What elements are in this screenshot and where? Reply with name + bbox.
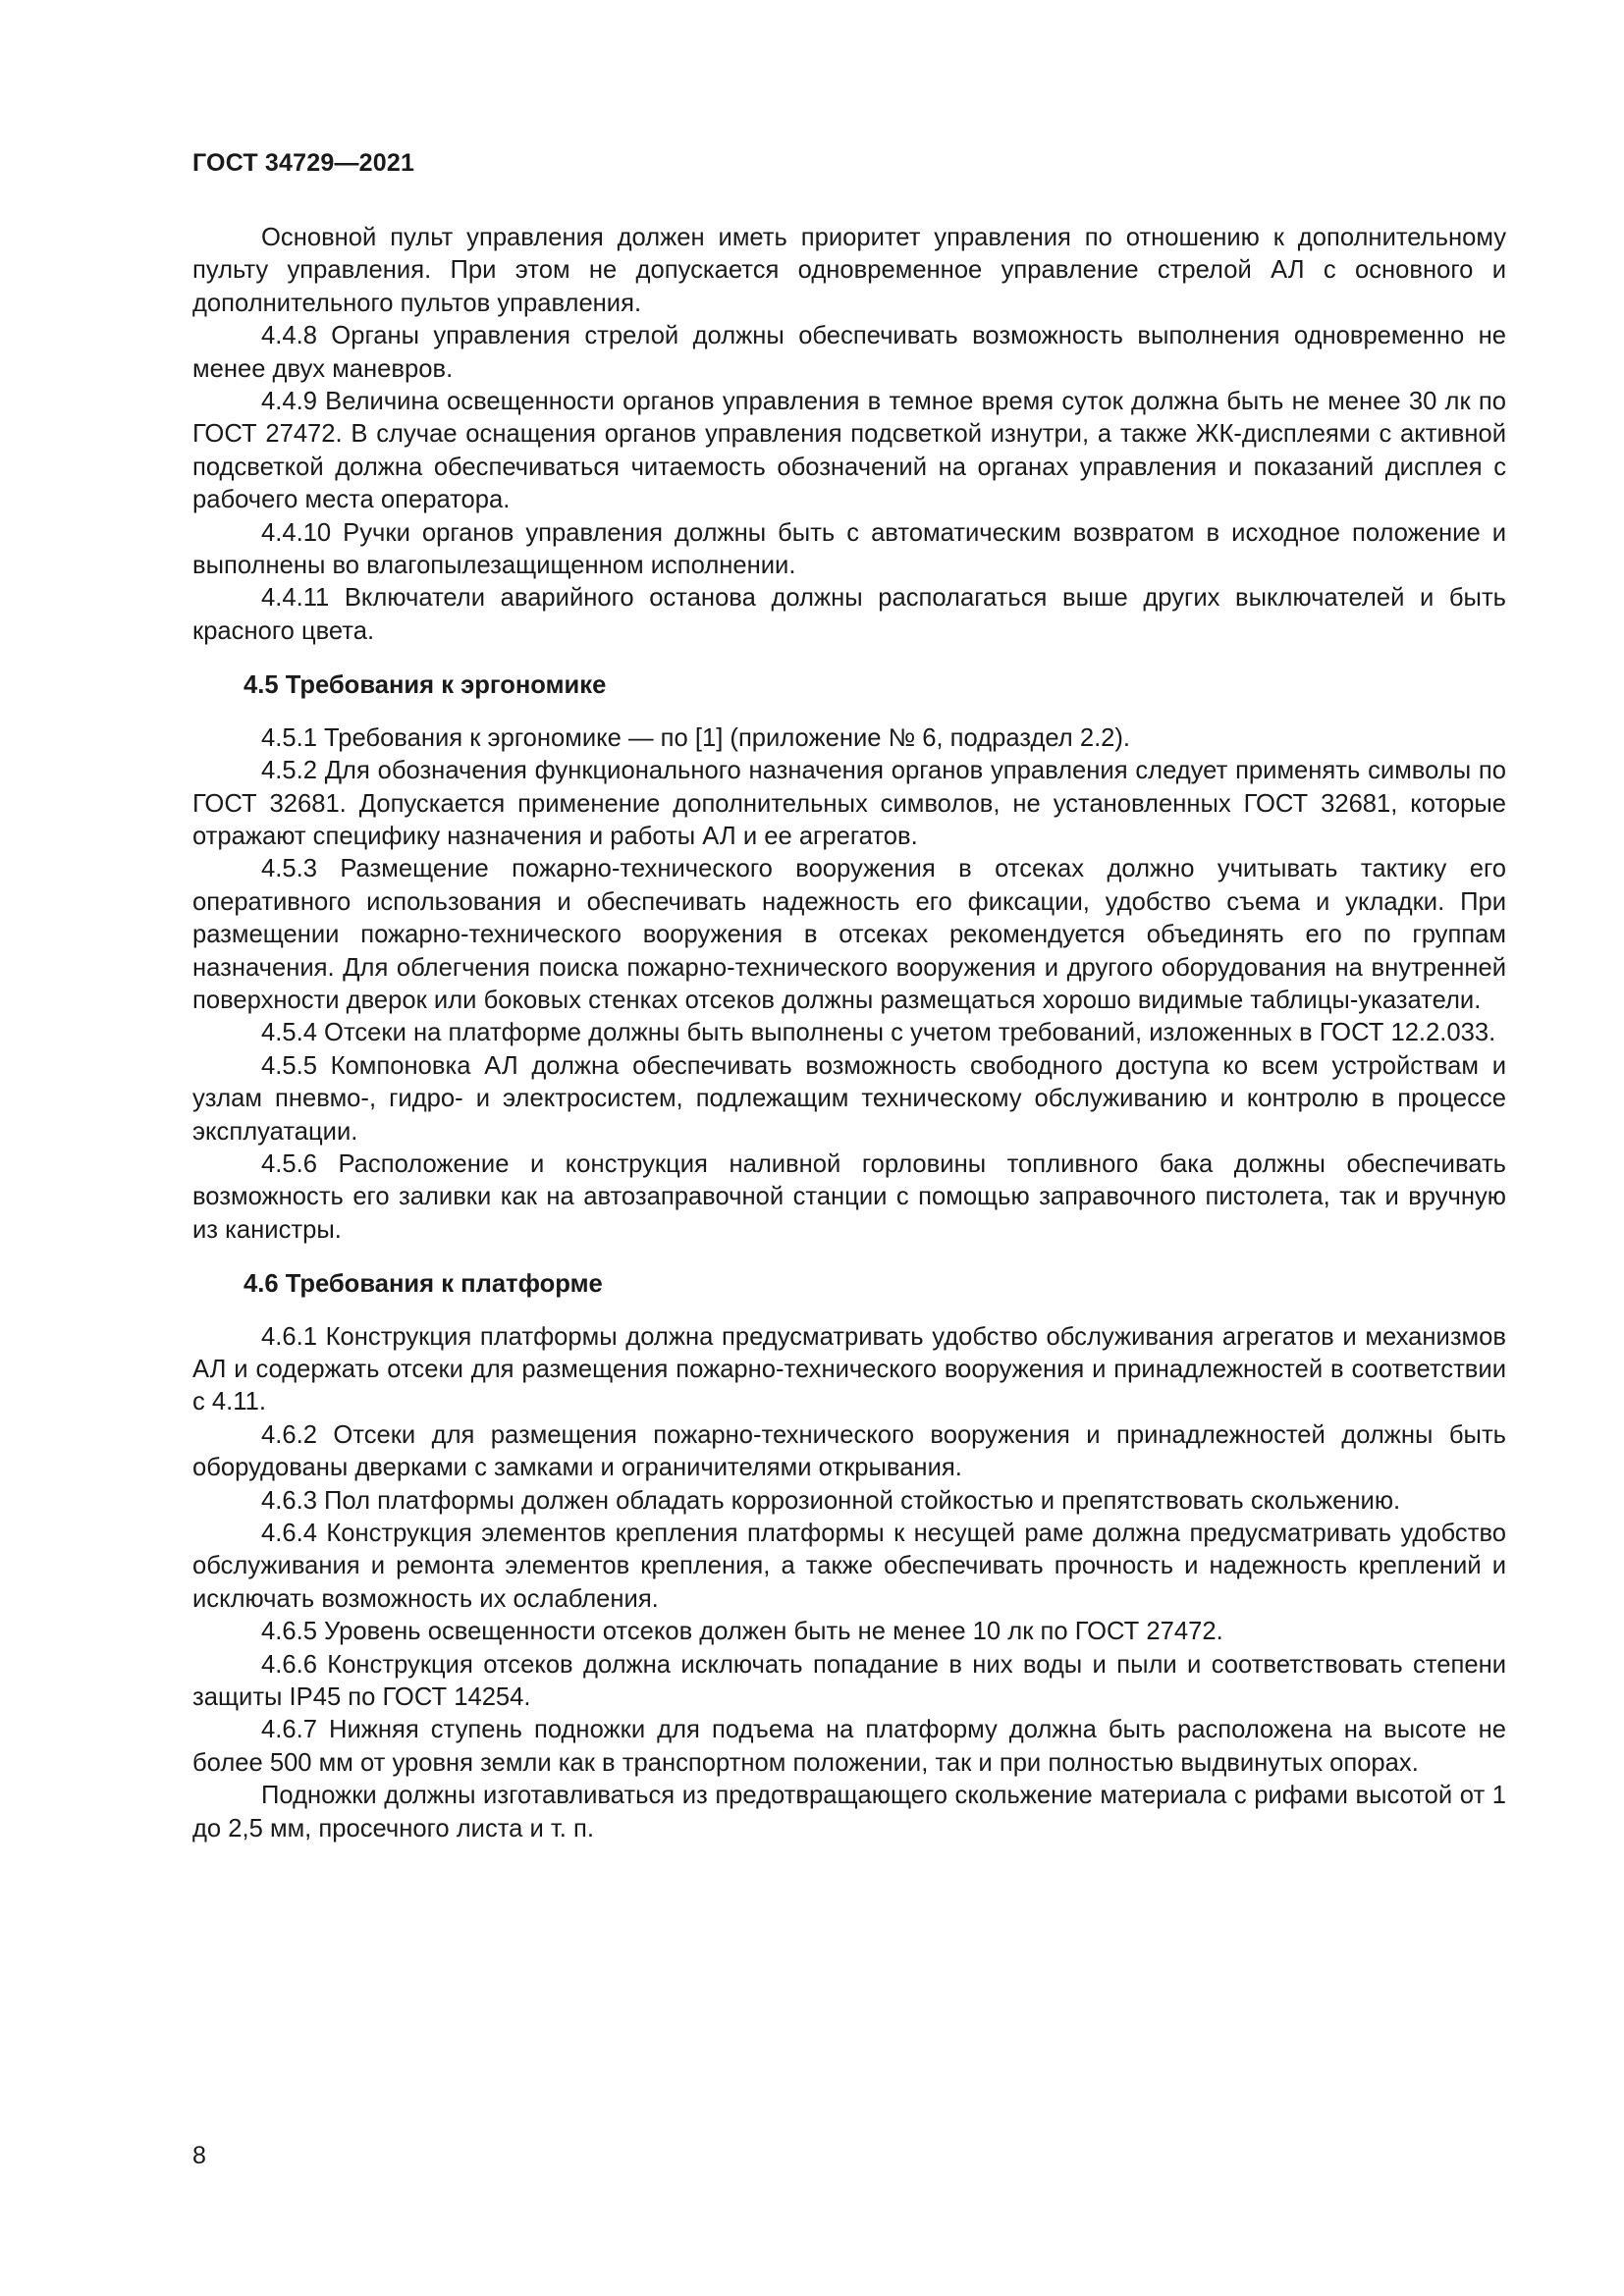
paragraph-4-5-2: 4.5.2 Для обозначения функционального назначения органов управления следует применять символы по ГОСТ 32681. Допускается применение дополнительных символов, не установленных ГОСТ 32681, которые отражают специфику назначения и работы АЛ и ее агрегатов.	[192, 757, 1506, 850]
paragraph-4-4-9: 4.4.9 Величина освещенности органов управления в темное время суток должна быть не менее 30 лк по ГОСТ 27472. В случае оснащения органов управления подсветкой изнутри, а также ЖК-дисплеями с активной подсветкой должна обеспечиваться читаемость обозначений на органах управления и показаний дисплея с рабочего места оператора.	[192, 388, 1506, 514]
paragraph-4-6-4: 4.6.4 Конструкция элементов крепления платформы к несущей раме должна предусматривать удобство обслуживания и ремонта элементов крепления, а также обеспечивать прочность и надежность креплений и исключать возможность их ослабления.	[192, 1520, 1506, 1613]
section-heading-4-6: 4.6 Требования к платформе	[244, 1270, 603, 1299]
paragraph-4-4-8: 4.4.8 Органы управления стрелой должны обеспечивать возможность выполнения одновременно не менее двух маневров.	[192, 322, 1506, 383]
document-header-id: ГОСТ 34729—2021	[192, 149, 415, 177]
paragraph-4-6-1: 4.6.1 Конструкция платформы должна предусматривать удобство обслуживания агрегатов и механизмов АЛ и содержать отсеки для размещения пожарно-технического вооружения и принадлежностей в соответствии с 4.11.	[192, 1322, 1506, 1416]
paragraph-4-6-3: 4.6.3 Пол платформы должен обладать коррозионной стойкостью и препятствовать скольжению.	[261, 1486, 1401, 1515]
paragraph-4-6-6: 4.6.6 Конструкция отсеков должна исключать попадание в них воды и пыли и соответствовать степени защиты IP45 по ГОСТ 14254.	[192, 1650, 1506, 1712]
paragraph-4-5-5: 4.5.5 Компоновка АЛ должна обеспечивать возможность свободного доступа ко всем устройствам и узлам пневмо-, гидро- и электросистем, подлежащим техническому обслуживанию и контролю в процессе эксплуатации.	[192, 1051, 1506, 1146]
page-number: 8	[192, 2142, 206, 2169]
paragraph-4-5-4: 4.5.4 Отсеки на платформе должны быть выполнены с учетом требований, изложенных в ГОСТ 12.2.033.	[261, 1019, 1496, 1047]
paragraph-4-6-2: 4.6.2 Отсеки для размещения пожарно-технического вооружения и принадлежностей должны быть оборудованы дверками с замками и ограничителями открывания.	[192, 1420, 1506, 1482]
paragraph: Основной пульт управления должен иметь приоритет управления по отношению к дополнительному пульту управления. При этом не допускается одновременное управление стрелой АЛ с основного и дополнительного пультов управления.	[192, 224, 1506, 317]
section-heading-4-5: 4.5 Требования к эргономике	[244, 671, 607, 700]
paragraph-4-6-5: 4.6.5 Уровень освещенности отсеков должен быть не менее 10 лк по ГОСТ 27472.	[261, 1618, 1223, 1646]
paragraph: Подножки должны изготавливаться из предотвращающего скольжение материала с рифами высотой от 1 до 2,5 мм, просечного листа и т. п.	[192, 1782, 1506, 1842]
paragraph-4-6-7: 4.6.7 Нижняя ступень подножки для подъема на платформу должна быть расположена на высоте не более 500 мм от уровня земли как в транспортном положении, так и при полностью выдвинутых опорах.	[192, 1716, 1506, 1777]
paragraph-4-4-11: 4.4.11 Включатели аварийного останова должны располагаться выше других выключателей и быть красного цвета.	[192, 584, 1506, 645]
paragraph-4-5-3: 4.5.3 Размещение пожарно-технического вооружения в отсеках должно учитывать тактику его оперативного использования и обеспечивать надежность его фиксации, удобство съема и укладки. При размещении пожарно-технического вооружения в отсеках рекомендуется объединять его по группам назначения. Для облегчения поиска пожарно-технического вооружения и другого оборудования на внутренней поверхности дверок или боковых стенках отсеков должны размещаться хорошо видимые таблицы-указатели.	[192, 855, 1506, 1014]
paragraph-4-4-10: 4.4.10 Ручки органов управления должны быть с автоматическим возвратом в исходное положение и выполнены во влагопылезащищенном исполнении.	[192, 518, 1506, 580]
paragraph-4-5-1: 4.5.1 Требования к эргономике — по [1] (приложение № 6, подраздел 2.2).	[261, 723, 1131, 752]
document-body	[192, 222, 1506, 1845]
paragraph-4-5-6: 4.5.6 Расположение и конструкция наливной горловины топливного бака должны обеспечивать возможность его заливки как на автозаправочной станции с помощью заправочного пистолета, так и вручную из канистры.	[192, 1149, 1506, 1244]
